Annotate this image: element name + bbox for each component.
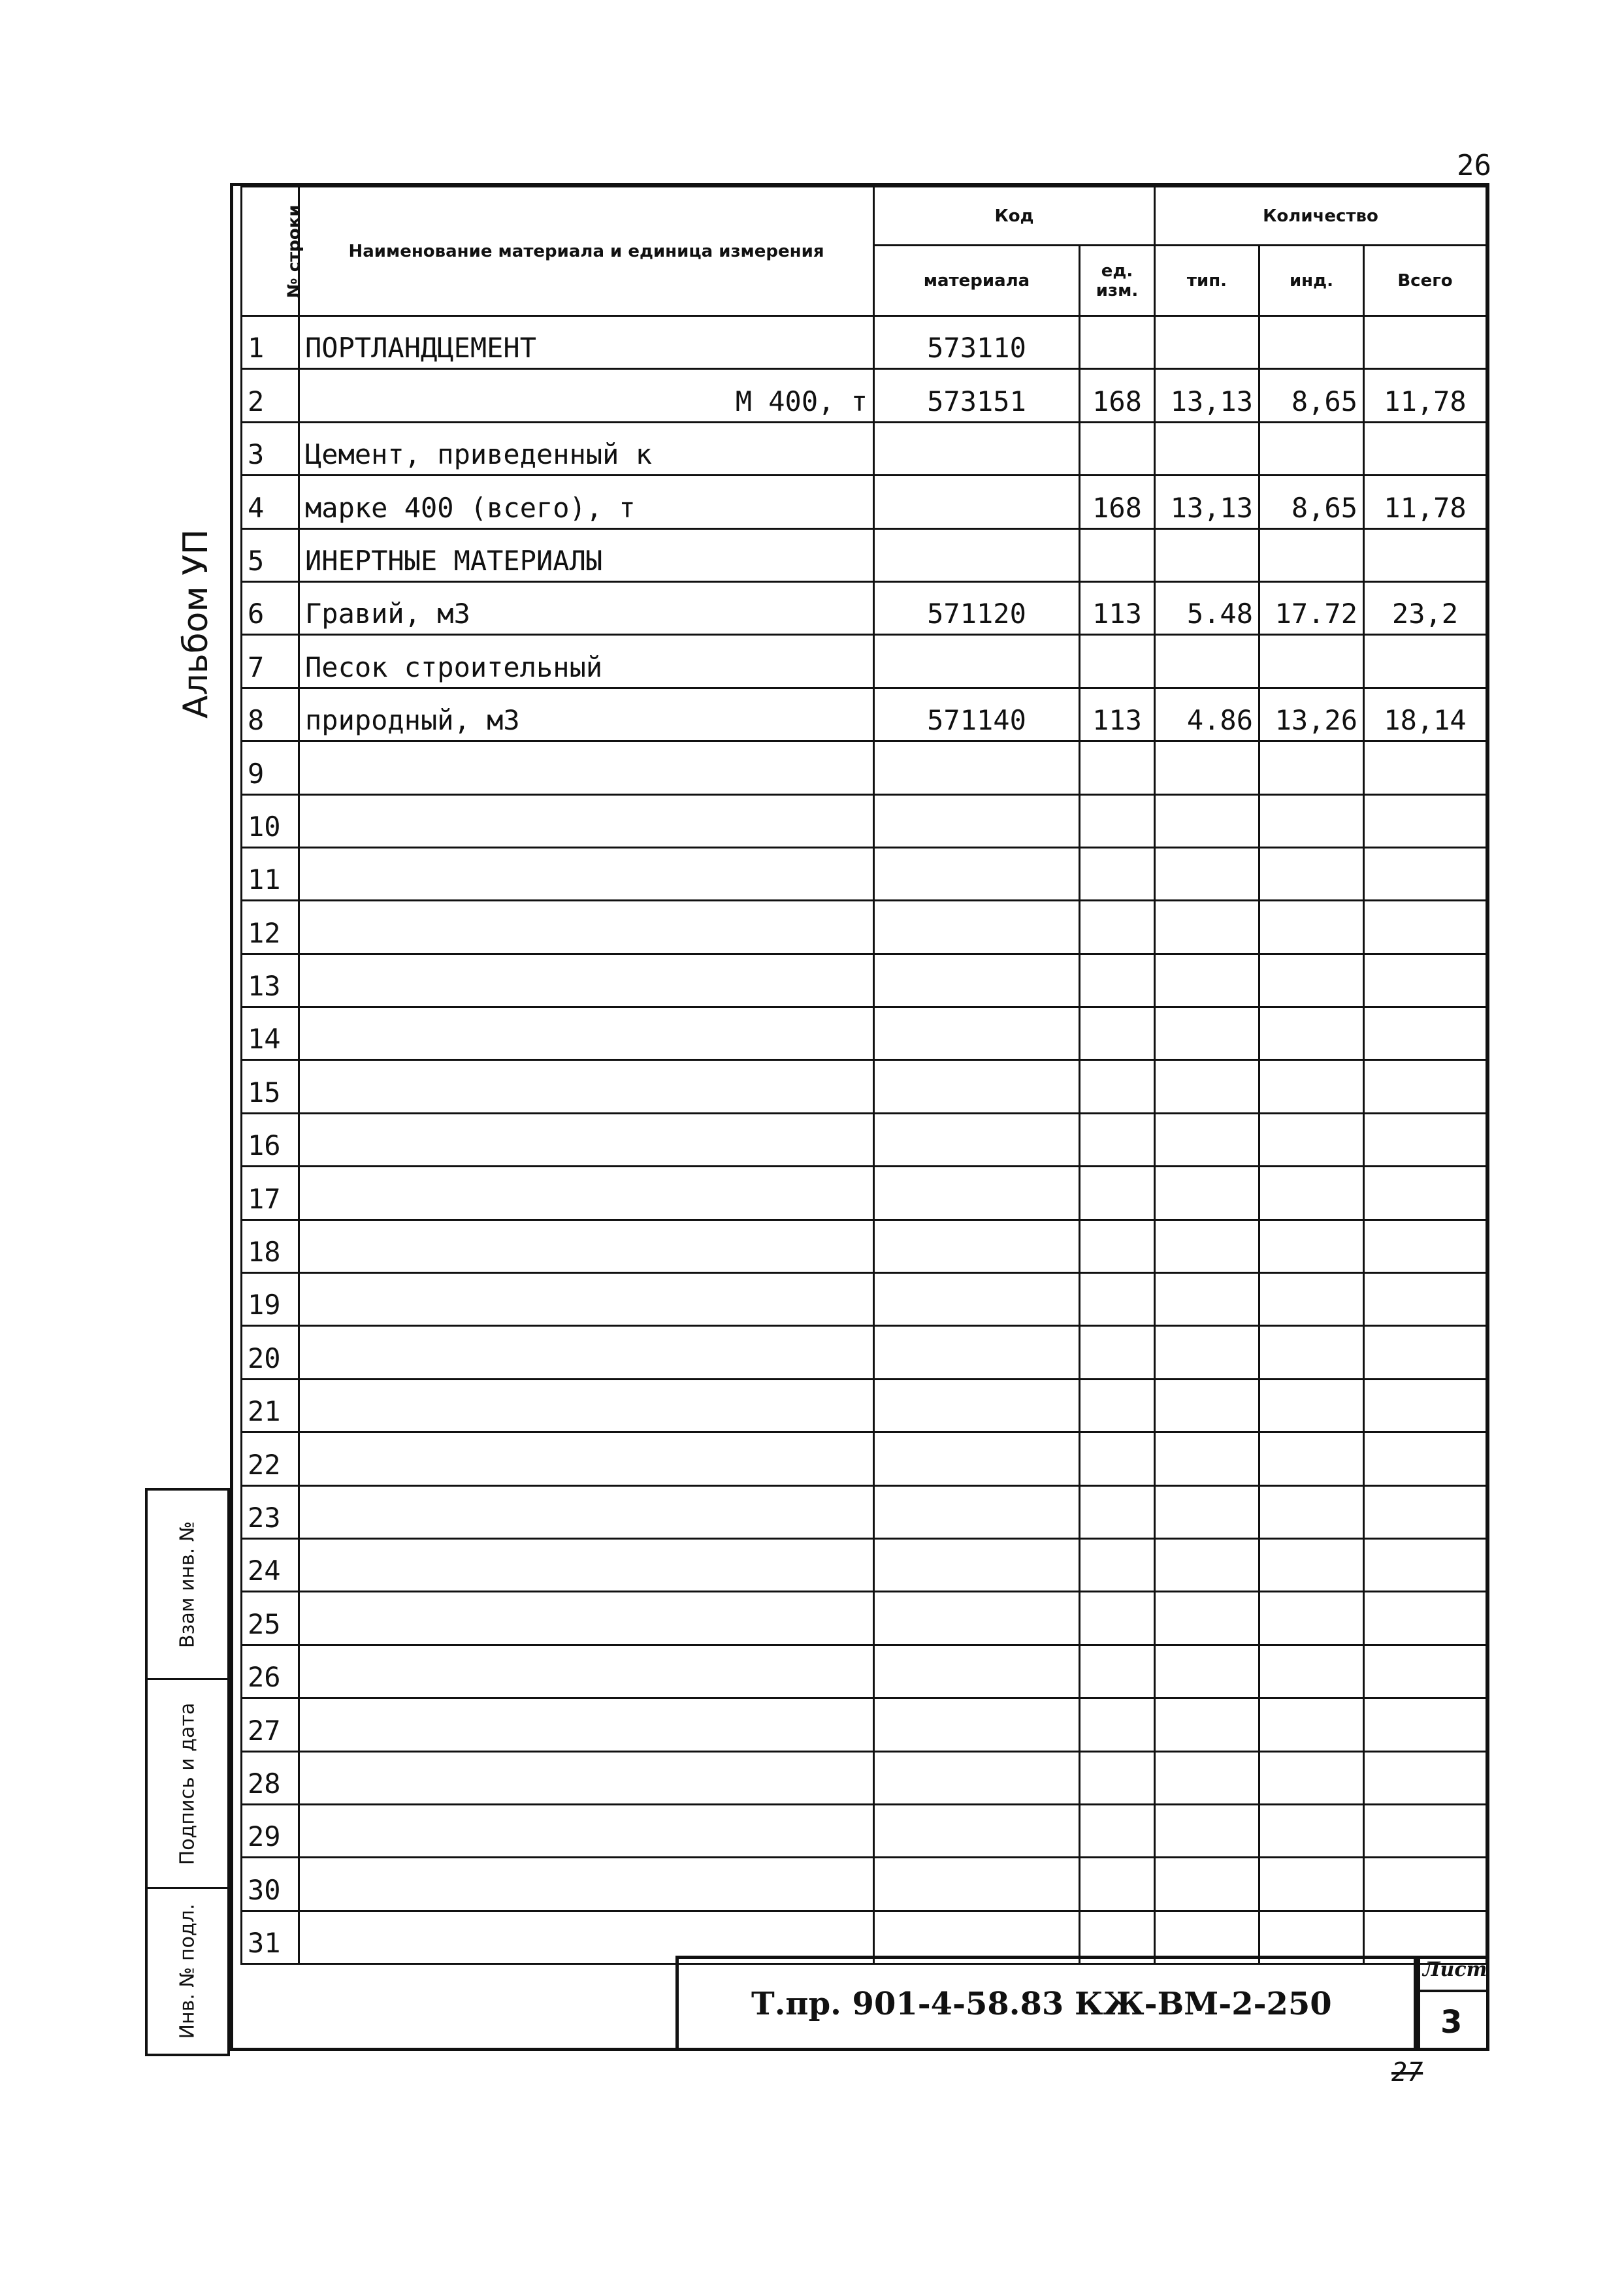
material-name (299, 1432, 874, 1485)
material-code (874, 901, 1080, 954)
row-number: 9 (242, 741, 299, 794)
qty-total (1364, 1379, 1487, 1432)
unit-code (1080, 1167, 1155, 1220)
material-name (299, 1485, 874, 1538)
qty-ind (1259, 1645, 1364, 1698)
qty-total (1364, 1592, 1487, 1645)
table-row (242, 1273, 1487, 1326)
qty-total (1364, 1060, 1487, 1113)
table-row (242, 1858, 1487, 1911)
unit-code (1080, 422, 1155, 475)
material-code (874, 847, 1080, 900)
qty-total (1364, 422, 1487, 475)
qty-total (1364, 1432, 1487, 1485)
qty-total (1364, 741, 1487, 794)
row-number: 14 (242, 1007, 299, 1060)
material-code (874, 1485, 1080, 1538)
unit-code (1080, 528, 1155, 581)
material-name: Песок строительный (299, 635, 874, 688)
qty-typ (1155, 954, 1259, 1007)
table-row (242, 741, 1487, 794)
header-name: Наименование материала и единица измерения (299, 187, 874, 316)
header-qty-total: Всего (1364, 246, 1487, 316)
header-row-no: № строки (242, 187, 299, 316)
qty-typ: 4.86 (1155, 688, 1259, 741)
row-number: 13 (242, 954, 299, 1007)
unit-code (1080, 1273, 1155, 1326)
material-code: 573110 (874, 316, 1080, 369)
material-code (874, 1220, 1080, 1272)
table-row (242, 1432, 1487, 1485)
qty-ind (1259, 316, 1364, 369)
table-row (242, 1592, 1487, 1645)
qty-ind: 13,26 (1259, 688, 1364, 741)
table-row (242, 1060, 1487, 1113)
material-code (874, 1698, 1080, 1751)
qty-total (1364, 847, 1487, 900)
material-name (299, 1220, 874, 1272)
table-row (242, 1326, 1487, 1379)
qty-typ (1155, 1220, 1259, 1272)
material-name (299, 847, 874, 900)
material-code (874, 1432, 1080, 1485)
row-number: 27 (242, 1698, 299, 1751)
material-name (299, 1273, 874, 1326)
material-name (299, 1167, 874, 1220)
qty-typ (1155, 1538, 1259, 1591)
row-number: 21 (242, 1379, 299, 1432)
side-stamp-label: Инв. № подл. (176, 1903, 199, 2039)
table-row (242, 422, 1487, 475)
album-label: Альбом УП (176, 529, 216, 719)
qty-typ (1155, 1060, 1259, 1113)
table-row (242, 1698, 1487, 1751)
row-number: 11 (242, 847, 299, 900)
table-row (242, 1751, 1487, 1804)
row-number: 15 (242, 1060, 299, 1113)
row-number: 18 (242, 1220, 299, 1272)
side-stamp-cell (148, 1491, 227, 1680)
unit-code (1080, 1485, 1155, 1538)
material-code (874, 954, 1080, 1007)
qty-typ (1155, 1379, 1259, 1432)
qty-ind (1259, 1804, 1364, 1857)
material-code (874, 1060, 1080, 1113)
material-code (874, 1273, 1080, 1326)
qty-typ (1155, 1804, 1259, 1857)
material-code (874, 1645, 1080, 1698)
row-number: 26 (242, 1645, 299, 1698)
qty-typ (1155, 1007, 1259, 1060)
qty-typ (1155, 741, 1259, 794)
material-code: 573151 (874, 369, 1080, 422)
material-name (299, 1858, 874, 1911)
header-code-unit: ед. изм. (1080, 246, 1155, 316)
qty-ind (1259, 1592, 1364, 1645)
row-number: 10 (242, 794, 299, 847)
qty-typ (1155, 901, 1259, 954)
unit-code (1080, 1113, 1155, 1166)
qty-typ (1155, 1698, 1259, 1751)
table-row (242, 581, 1487, 634)
material-name: Цемент, приведенный к (299, 422, 874, 475)
side-stamp-label: Взам инв. № (176, 1521, 199, 1648)
side-stamp-label: Подпись и дата (176, 1702, 199, 1865)
table-row (242, 1804, 1487, 1857)
table-row (242, 954, 1487, 1007)
qty-ind (1259, 1485, 1364, 1538)
qty-total (1364, 1858, 1487, 1911)
qty-ind (1259, 422, 1364, 475)
qty-ind (1259, 1007, 1364, 1060)
material-code (874, 1538, 1080, 1591)
unit-code (1080, 1751, 1155, 1804)
material-code (874, 1167, 1080, 1220)
row-number: 23 (242, 1485, 299, 1538)
qty-total (1364, 1804, 1487, 1857)
qty-ind (1259, 901, 1364, 954)
material-code (874, 1858, 1080, 1911)
table-row (242, 316, 1487, 369)
material-code: 571120 (874, 581, 1080, 634)
material-code (874, 1592, 1080, 1645)
unit-code (1080, 635, 1155, 688)
material-code (874, 476, 1080, 528)
qty-ind (1259, 954, 1364, 1007)
unit-code: 168 (1080, 476, 1155, 528)
row-number: 30 (242, 1858, 299, 1911)
qty-total (1364, 635, 1487, 688)
material-code (874, 1113, 1080, 1166)
material-name (299, 1645, 874, 1698)
unit-code (1080, 901, 1155, 954)
side-stamp-cell (148, 1680, 227, 1889)
row-number: 12 (242, 901, 299, 954)
material-name: Гравий, м3 (299, 581, 874, 634)
material-name (299, 1060, 874, 1113)
qty-typ (1155, 422, 1259, 475)
table-row (242, 901, 1487, 954)
row-number: 5 (242, 528, 299, 581)
table-row (242, 1220, 1487, 1272)
header-code-material: материала (874, 246, 1080, 316)
unit-code (1080, 1060, 1155, 1113)
table-row (242, 369, 1487, 422)
qty-typ (1155, 1485, 1259, 1538)
material-code (874, 794, 1080, 847)
material-code (874, 741, 1080, 794)
unit-code (1080, 954, 1155, 1007)
qty-ind (1259, 794, 1364, 847)
unit-code (1080, 316, 1155, 369)
qty-typ (1155, 1751, 1259, 1804)
qty-typ (1155, 316, 1259, 369)
side-stamp (145, 1488, 230, 2056)
qty-total (1364, 1273, 1487, 1326)
qty-total (1364, 794, 1487, 847)
qty-total (1364, 1220, 1487, 1272)
qty-ind (1259, 847, 1364, 900)
qty-total: 23,2 (1364, 581, 1487, 634)
qty-total (1364, 528, 1487, 581)
qty-ind (1259, 1220, 1364, 1272)
unit-code (1080, 1645, 1155, 1698)
unit-code (1080, 1804, 1155, 1857)
table-row (242, 1113, 1487, 1166)
unit-code (1080, 741, 1155, 794)
qty-ind (1259, 1432, 1364, 1485)
qty-ind (1259, 1113, 1364, 1166)
qty-ind (1259, 1379, 1364, 1432)
qty-ind (1259, 1751, 1364, 1804)
material-name (299, 1326, 874, 1379)
row-number: 28 (242, 1751, 299, 1804)
qty-total (1364, 1538, 1487, 1591)
row-number: 3 (242, 422, 299, 475)
material-name (299, 794, 874, 847)
qty-ind (1259, 1326, 1364, 1379)
qty-typ (1155, 1645, 1259, 1698)
row-number: 4 (242, 476, 299, 528)
sheet-divider (1417, 1990, 1489, 1992)
qty-ind (1259, 635, 1364, 688)
table-row (242, 528, 1487, 581)
table-row (242, 476, 1487, 528)
unit-code (1080, 1220, 1155, 1272)
row-number: 29 (242, 1804, 299, 1857)
qty-total (1364, 901, 1487, 954)
qty-ind (1259, 1167, 1364, 1220)
table-row (242, 1485, 1487, 1538)
table-row (242, 847, 1487, 900)
unit-code (1080, 1326, 1155, 1379)
row-number: 25 (242, 1592, 299, 1645)
qty-ind (1259, 528, 1364, 581)
header-qty-typ: тип. (1155, 246, 1259, 316)
qty-typ (1155, 1592, 1259, 1645)
material-name (299, 1538, 874, 1591)
material-code (874, 1751, 1080, 1804)
row-number: 17 (242, 1167, 299, 1220)
material-name: М 400, т (299, 369, 874, 422)
row-number: 16 (242, 1113, 299, 1166)
qty-ind (1259, 1538, 1364, 1591)
qty-typ (1155, 1326, 1259, 1379)
qty-typ (1155, 1273, 1259, 1326)
table-row (242, 1379, 1487, 1432)
qty-total (1364, 954, 1487, 1007)
qty-typ: 13,13 (1155, 369, 1259, 422)
material-code (874, 422, 1080, 475)
material-name: ИНЕРТНЫЕ МАТЕРИАЛЫ (299, 528, 874, 581)
qty-ind (1259, 1698, 1364, 1751)
material-code: 571140 (874, 688, 1080, 741)
sheet-label: Лист (1423, 1958, 1487, 1981)
page-number: 26 (1457, 149, 1491, 182)
material-name (299, 1113, 874, 1166)
material-name (299, 1751, 874, 1804)
qty-typ (1155, 528, 1259, 581)
unit-code (1080, 847, 1155, 900)
row-number: 24 (242, 1538, 299, 1591)
qty-ind (1259, 1858, 1364, 1911)
qty-typ (1155, 1432, 1259, 1485)
table-row (242, 1538, 1487, 1591)
unit-code (1080, 1379, 1155, 1432)
qty-typ: 13,13 (1155, 476, 1259, 528)
table-row (242, 688, 1487, 741)
unit-code (1080, 794, 1155, 847)
table-row (242, 794, 1487, 847)
row-number: 1 (242, 316, 299, 369)
qty-typ: 5.48 (1155, 581, 1259, 634)
material-code (874, 1804, 1080, 1857)
material-code (874, 635, 1080, 688)
qty-total (1364, 1698, 1487, 1751)
drawing-designation: Т.пр. 901-4-58.83 КЖ-ВМ-2-250 (751, 1986, 1332, 2022)
qty-ind (1259, 741, 1364, 794)
unit-code (1080, 1538, 1155, 1591)
row-number: 7 (242, 635, 299, 688)
qty-ind: 8,65 (1259, 369, 1364, 422)
qty-ind: 17.72 (1259, 581, 1364, 634)
qty-ind: 8,65 (1259, 476, 1364, 528)
qty-typ (1155, 635, 1259, 688)
material-name (299, 1379, 874, 1432)
qty-total: 11,78 (1364, 476, 1487, 528)
row-number: 22 (242, 1432, 299, 1485)
material-name (299, 1804, 874, 1857)
qty-typ (1155, 794, 1259, 847)
row-number: 8 (242, 688, 299, 741)
qty-typ (1155, 1113, 1259, 1166)
material-name: марке 400 (всего), т (299, 476, 874, 528)
unit-code (1080, 1592, 1155, 1645)
material-code (874, 528, 1080, 581)
header-qty-ind: инд. (1259, 246, 1364, 316)
unit-code (1080, 1698, 1155, 1751)
row-number: 19 (242, 1273, 299, 1326)
row-number: 6 (242, 581, 299, 634)
material-name: природный, м3 (299, 688, 874, 741)
material-name (299, 901, 874, 954)
qty-ind (1259, 1273, 1364, 1326)
material-code (874, 1007, 1080, 1060)
qty-total (1364, 1326, 1487, 1379)
qty-typ (1155, 847, 1259, 900)
qty-total: 18,14 (1364, 688, 1487, 741)
unit-code: 168 (1080, 369, 1155, 422)
unit-code (1080, 1007, 1155, 1060)
material-code (874, 1326, 1080, 1379)
header-qty-group: Количество (1155, 187, 1487, 246)
side-stamp-cell (148, 1889, 227, 2054)
qty-total (1364, 1007, 1487, 1060)
table-row (242, 635, 1487, 688)
qty-total: 11,78 (1364, 369, 1487, 422)
material-code (874, 1379, 1080, 1432)
qty-total (1364, 316, 1487, 369)
table-row (242, 1167, 1487, 1220)
qty-typ (1155, 1858, 1259, 1911)
qty-total (1364, 1485, 1487, 1538)
unit-code: 113 (1080, 581, 1155, 634)
material-name (299, 741, 874, 794)
row-number: 31 (242, 1911, 299, 1963)
qty-total (1364, 1113, 1487, 1166)
material-name (299, 1007, 874, 1060)
material-name (299, 1592, 874, 1645)
material-name: ПОРТЛАНДЦЕМЕНТ (299, 316, 874, 369)
qty-total (1364, 1167, 1487, 1220)
next-page-number: 27 (1391, 2058, 1423, 2088)
material-name (299, 954, 874, 1007)
qty-ind (1259, 1060, 1364, 1113)
sheet-number: 3 (1440, 2004, 1463, 2041)
materials-table (240, 186, 1487, 1965)
material-name (299, 1698, 874, 1751)
table-row (242, 1007, 1487, 1060)
row-number: 20 (242, 1326, 299, 1379)
qty-typ (1155, 1167, 1259, 1220)
unit-code: 113 (1080, 688, 1155, 741)
header-code-group: Код (874, 187, 1155, 246)
row-number: 2 (242, 369, 299, 422)
unit-code (1080, 1432, 1155, 1485)
table-row (242, 1645, 1487, 1698)
qty-total (1364, 1751, 1487, 1804)
qty-total (1364, 1645, 1487, 1698)
unit-code (1080, 1858, 1155, 1911)
